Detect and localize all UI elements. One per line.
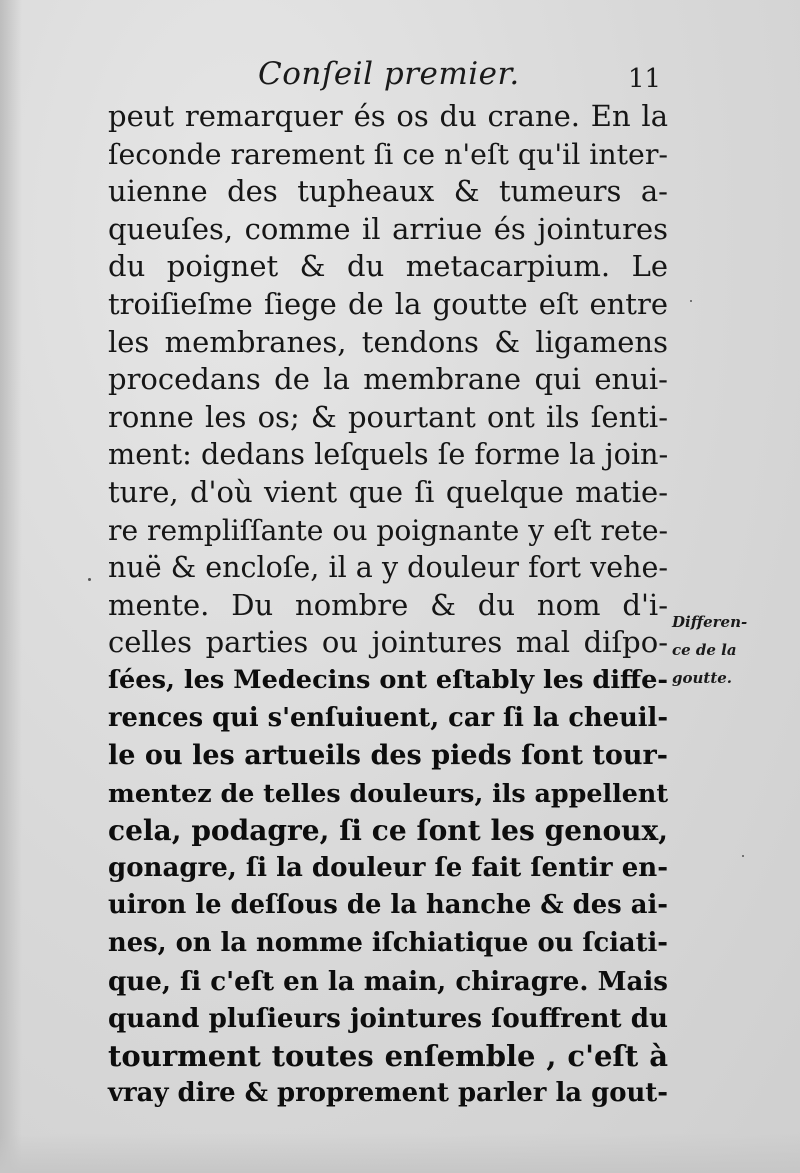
text-line: ſées, les Medecins ont eſtably les diffe- [108, 664, 668, 695]
text-line: ſeconde rarement ſi ce n'eſt qu'il inter- [108, 137, 668, 171]
text-line: re rempliſſante ou poignante y eſt rete- [108, 513, 668, 547]
text-line: celles parties ou jointures mal diſpo- [108, 625, 668, 660]
text-line: le ou les artueils des pieds ſont tour- [108, 740, 668, 772]
body-text [108, 98, 668, 1113]
page-shadow-bottom [0, 1133, 800, 1173]
text-line: uienne des tupheaux & tumeurs a- [108, 174, 668, 209]
marginal-note-line: ce de la [672, 641, 737, 659]
text-line: ronne les os; & pourtant ont ils ſenti- [108, 399, 668, 434]
page-number: 11 [628, 64, 662, 94]
marginal-note [672, 608, 796, 692]
text-line: procedans de la membrane qui enui- [108, 362, 668, 397]
marginal-note-line: Differen- [672, 613, 748, 631]
text-line: cela, podagre, ſi ce ſont les genoux, [108, 814, 668, 848]
text-line: rences qui s'enſuiuent, car ſi la cheuil- [108, 702, 668, 733]
text-line: tourment toutes enſemble , c'eſt à [108, 1038, 668, 1073]
text-line: quand pluſieurs jointures ſouffrent du [108, 1003, 668, 1035]
paper-speck [742, 855, 744, 857]
text-line: peut remarquer és os du crane. En la [108, 99, 668, 133]
text-line: que, ſi c'eſt en la main, chiragre. Mais [108, 965, 668, 997]
text-line: uiron le deſſous de la hanche & des ai- [108, 890, 668, 921]
text-line: troiſieſme ſiege de la goutte eſt entre [108, 286, 668, 321]
text-line: mentez de telles douleurs, ils appellent [108, 777, 669, 808]
paper-speck [88, 578, 91, 581]
text-line: du poignet & du metacarpium. Le [108, 249, 668, 284]
text-line: mente. Du nombre & du nom d'i- [108, 587, 668, 622]
text-line: nuë & encloſe, il a y douleur fort vehe- [108, 551, 668, 585]
marginal-note-line: goutte. [672, 669, 733, 687]
text-line: nes, on la nomme iſchiatique ou ſciati- [108, 928, 668, 959]
page-shadow-left [0, 0, 22, 1173]
paper-speck [690, 300, 692, 302]
text-line: vray dire & proprement parler la gout- [108, 1078, 668, 1109]
text-line: ment: dedans leſquels ſe forme la join- [108, 437, 669, 472]
text-line: gonagre, ſi la douleur ſe fait ſentir en- [108, 852, 668, 883]
text-line: ture, d'où vient que ſi quelque matie- [108, 474, 668, 509]
text-line: queuſes, comme il arriue és jointures [108, 211, 668, 246]
text-line: les membranes, tendons & ligamens [108, 324, 668, 359]
running-title: Conſeil premier. [258, 56, 520, 92]
